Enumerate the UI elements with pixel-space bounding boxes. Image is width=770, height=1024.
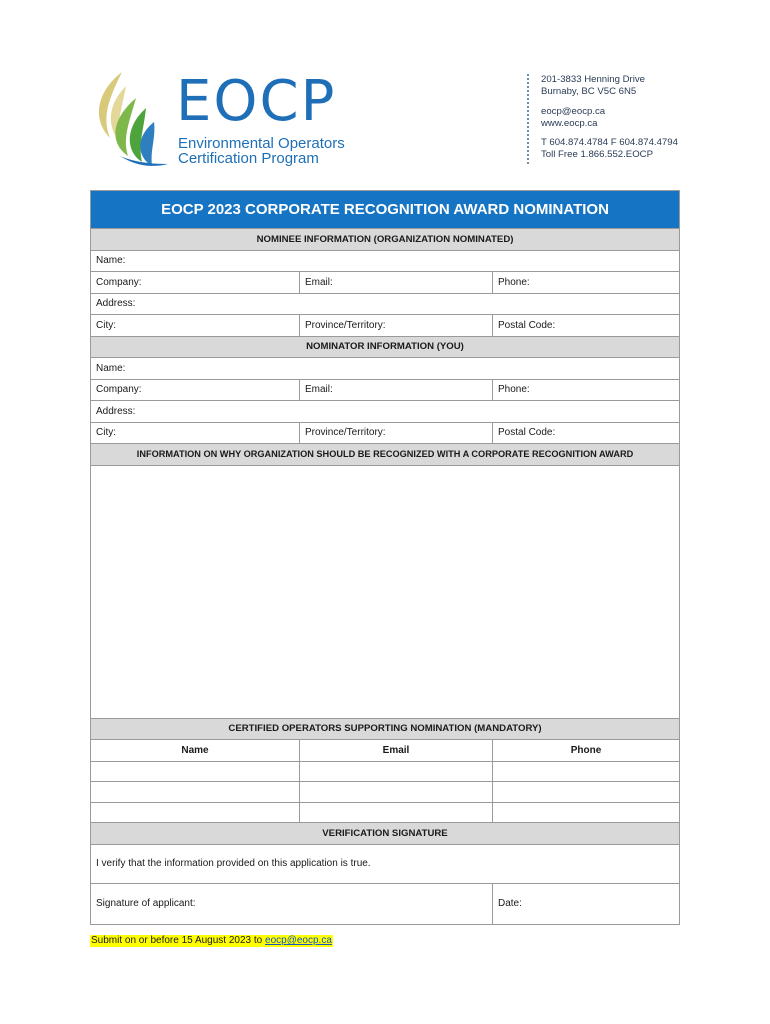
- eocp-logo: [90, 68, 510, 168]
- contact-website: www.eocp.ca: [541, 117, 598, 129]
- operator-phone-input[interactable]: [493, 802, 680, 823]
- nominator-email-field[interactable]: Email:: [300, 379, 493, 401]
- reasons-textarea[interactable]: [91, 465, 680, 718]
- submission-text: Submit on or before 15 August 2023 to: [91, 935, 266, 946]
- verification-statement: I verify that the information provided on this application is true.: [91, 844, 680, 883]
- nominee-city-field[interactable]: City:: [91, 315, 300, 337]
- contact-info: [527, 74, 678, 164]
- nominator-phone-field[interactable]: Phone:: [493, 379, 680, 401]
- verification-section-heading: VERIFICATION SIGNATURE: [91, 823, 680, 845]
- operator-name-input[interactable]: [91, 761, 300, 782]
- nominee-address-field[interactable]: Address:: [91, 293, 680, 315]
- nominee-company-field[interactable]: Company:: [91, 272, 300, 294]
- operator-phone-input[interactable]: [493, 761, 680, 782]
- address-line-1: 201-3833 Henning Drive: [541, 74, 645, 85]
- contact-email: eocp@eocp.ca: [541, 105, 606, 117]
- nominator-name-field[interactable]: Name:: [91, 358, 680, 380]
- table-row: [91, 761, 680, 782]
- submission-note: [90, 935, 333, 947]
- nominee-phone-field[interactable]: Phone:: [493, 272, 680, 294]
- table-row: [91, 782, 680, 803]
- logo-wordmark: EOCP: [176, 69, 337, 134]
- operator-name-input[interactable]: [91, 782, 300, 803]
- submission-email-link[interactable]: eocp@eocp.ca: [265, 935, 332, 946]
- nominator-postal-field[interactable]: Postal Code:: [493, 422, 680, 444]
- operator-name-input[interactable]: [91, 802, 300, 823]
- form-title: EOCP 2023 CORPORATE RECOGNITION AWARD NOMINATION: [91, 191, 680, 229]
- nominator-province-field[interactable]: Province/Territory:: [300, 422, 493, 444]
- nominee-email-field[interactable]: Email:: [300, 272, 493, 294]
- address-line-2: Burnaby, BC V5C 6N5: [541, 86, 637, 98]
- operator-email-input[interactable]: [300, 802, 493, 823]
- logo-subtitle: Environmental Operators Certification Program: [178, 135, 345, 167]
- operators-col-phone: Phone: [493, 740, 680, 762]
- nominator-address-field[interactable]: Address:: [91, 401, 680, 423]
- nominator-section-heading: NOMINATOR INFORMATION (YOU): [91, 336, 680, 358]
- operator-email-input[interactable]: [300, 761, 493, 782]
- nomination-form: [90, 190, 680, 925]
- date-field[interactable]: Date:: [493, 883, 680, 924]
- nominator-company-field[interactable]: Company:: [91, 379, 300, 401]
- nominee-province-field[interactable]: Province/Territory:: [300, 315, 493, 337]
- nominator-city-field[interactable]: City:: [91, 422, 300, 444]
- contact-phone-fax: T 604.874.4784 F 604.874.4794: [541, 137, 678, 149]
- signature-field[interactable]: Signature of applicant:: [91, 883, 493, 924]
- nominee-name-field[interactable]: Name:: [91, 250, 680, 272]
- table-row: [91, 802, 680, 823]
- operators-section-heading: CERTIFIED OPERATORS SUPPORTING NOMINATION (MANDATORY): [91, 718, 680, 740]
- reasons-section-heading: INFORMATION ON WHY ORGANIZATION SHOULD BE RECOGNIZED WITH A CORPORATE RECOGNITION AWARD: [91, 444, 680, 466]
- operator-phone-input[interactable]: [493, 782, 680, 803]
- operator-email-input[interactable]: [300, 782, 493, 803]
- operators-col-name: Name: [91, 740, 300, 762]
- nominee-postal-field[interactable]: Postal Code:: [493, 315, 680, 337]
- nominee-section-heading: NOMINEE INFORMATION (ORGANIZATION NOMINATED): [91, 229, 680, 251]
- operators-col-email: Email: [300, 740, 493, 762]
- flame-logo-icon: [90, 68, 174, 168]
- contact-toll-free: Toll Free 1.866.552.EOCP: [541, 149, 653, 161]
